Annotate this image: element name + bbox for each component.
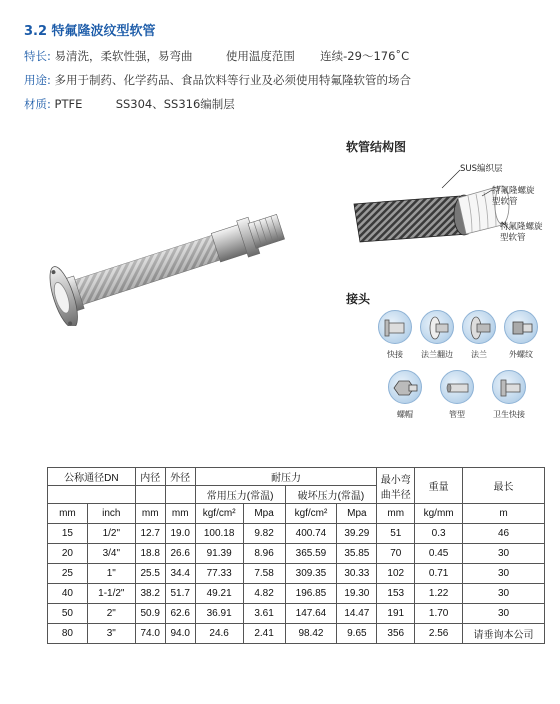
table-cell: 0.3	[415, 524, 463, 544]
table-cell: 400.74	[285, 524, 337, 544]
table-cell: 18.8	[135, 544, 165, 564]
table-row	[48, 564, 545, 584]
quick-connect-icon	[378, 310, 412, 344]
table-cell: 4.82	[243, 584, 285, 604]
table-cell: 62.6	[165, 604, 195, 624]
section-title: 3.2 特氟隆波纹型软管	[24, 24, 156, 39]
material-a: PTFE	[54, 97, 83, 111]
table-cell: 8.96	[243, 544, 285, 564]
table-cell: 50.9	[135, 604, 165, 624]
connector-label-flange: 法兰	[471, 350, 487, 359]
spec-use	[24, 72, 411, 88]
table-cell: 191	[377, 604, 415, 624]
table-cell: 0.71	[415, 564, 463, 584]
hose-structure-diagram	[350, 156, 550, 266]
table-cell: 26.6	[165, 544, 195, 564]
table-cell: 51.7	[165, 584, 195, 604]
table-cell: 51	[377, 524, 415, 544]
table-cell: 30	[463, 584, 545, 604]
header-id: 内径	[135, 468, 165, 486]
table-cell: 46	[463, 524, 545, 544]
header-dn: 公称通径DN	[48, 468, 136, 486]
table-cell: 365.59	[285, 544, 337, 564]
header-working: 常用压力(常温)	[195, 486, 285, 504]
table-cell: 94.0	[165, 624, 195, 644]
feature-text: 易清洗，柔软性强，易弯曲	[54, 49, 193, 63]
table-cell: 15	[48, 524, 88, 544]
pipe-icon	[440, 370, 474, 404]
table-cell: 34.4	[165, 564, 195, 584]
table-cell: 19.0	[165, 524, 195, 544]
unit-cell: mm	[48, 504, 88, 524]
table-cell: 1-1/2"	[87, 584, 135, 604]
unit-cell: mm	[165, 504, 195, 524]
table-cell: 38.2	[135, 584, 165, 604]
table-cell: 35.85	[337, 544, 377, 564]
table-cell: 1/2"	[87, 524, 135, 544]
header-od: 外径	[165, 468, 195, 486]
table-cell: 30.33	[337, 564, 377, 584]
structure-label-braid: SUS编织层	[460, 164, 503, 174]
table-cell: 356	[377, 624, 415, 644]
unit-cell: m	[463, 504, 545, 524]
table-row	[48, 584, 545, 604]
material-label: 材质:	[24, 97, 51, 111]
header-length: 最长	[463, 468, 545, 504]
header-bend: 最小弯曲半径	[377, 468, 415, 504]
table-cell: 14.47	[337, 604, 377, 624]
table-cell: 12.7	[135, 524, 165, 544]
unit-cell: inch	[87, 504, 135, 524]
header-burst: 破坏压力(常温)	[285, 486, 377, 504]
table-cell: 50	[48, 604, 88, 624]
table-row	[48, 604, 545, 624]
connector-label-pipe: 管型	[449, 410, 465, 419]
table-cell: 39.29	[337, 524, 377, 544]
spec-table	[47, 467, 545, 644]
unit-cell: Mpa	[243, 504, 285, 524]
use-text: 多用于制药、化学药品、食品饮料等行业及必须使用特氟隆软管的场合	[54, 73, 412, 87]
hose-product-image	[40, 196, 310, 326]
table-row	[48, 544, 545, 564]
table-cell: 请垂询本公司	[463, 624, 545, 644]
table-cell: 40	[48, 584, 88, 604]
table-cell: 25.5	[135, 564, 165, 584]
unit-cell: kgf/cm²	[285, 504, 337, 524]
table-cell: 2"	[87, 604, 135, 624]
table-cell: 1.70	[415, 604, 463, 624]
header-pressure: 耐压力	[195, 468, 377, 486]
flange-icon	[462, 310, 496, 344]
table-cell: 30	[463, 564, 545, 584]
structure-label-inner-2: 特氟隆螺旋 型软管	[500, 222, 543, 243]
table-cell: 20	[48, 544, 88, 564]
connector-label-flange-flare: 法兰翻边	[421, 350, 453, 359]
table-row	[48, 524, 545, 544]
header-weight: 重量	[415, 468, 463, 504]
temp-value: 连续-29～176˚C	[320, 49, 410, 63]
table-body	[48, 524, 545, 644]
table-cell: 98.42	[285, 624, 337, 644]
table-cell: 19.30	[337, 584, 377, 604]
flange-flare-icon	[420, 310, 454, 344]
table-cell: 3/4"	[87, 544, 135, 564]
table-cell: 196.85	[285, 584, 337, 604]
connector-label-nut: 螺帽	[397, 410, 413, 419]
table-cell: 25	[48, 564, 88, 584]
table-cell: 49.21	[195, 584, 243, 604]
table-cell: 91.39	[195, 544, 243, 564]
connector-label-quick: 快接	[387, 350, 403, 359]
connectors-title: 接头	[346, 292, 371, 306]
table-cell: 80	[48, 624, 88, 644]
table-cell: 100.18	[195, 524, 243, 544]
table-cell: 7.58	[243, 564, 285, 584]
male-thread-icon	[504, 310, 538, 344]
table-cell: 74.0	[135, 624, 165, 644]
table-cell: 36.91	[195, 604, 243, 624]
table-cell: 70	[377, 544, 415, 564]
use-label: 用途:	[24, 73, 51, 87]
table-cell: 77.33	[195, 564, 243, 584]
spec-feature	[24, 48, 409, 64]
table-cell: 9.82	[243, 524, 285, 544]
table-cell: 2.41	[243, 624, 285, 644]
unit-cell: mm	[377, 504, 415, 524]
connector-label-male-thread: 外螺纹	[509, 350, 533, 359]
table-cell: 1.22	[415, 584, 463, 604]
table-row	[48, 624, 545, 644]
table-cell: 3"	[87, 624, 135, 644]
material-b: SS304、SS316编制层	[115, 97, 235, 111]
feature-label: 特长:	[24, 49, 51, 63]
connector-label-sanitary: 卫生快接	[493, 410, 525, 419]
table-cell: 1"	[87, 564, 135, 584]
table-cell: 2.56	[415, 624, 463, 644]
unit-cell: kgf/cm²	[195, 504, 243, 524]
unit-cell: Mpa	[337, 504, 377, 524]
temp-label: 使用温度范围	[225, 49, 295, 63]
table-cell: 30	[463, 544, 545, 564]
nut-icon	[388, 370, 422, 404]
table-cell: 9.65	[337, 624, 377, 644]
table-cell: 0.45	[415, 544, 463, 564]
table-cell: 30	[463, 604, 545, 624]
structure-title: 软管结构图	[346, 140, 407, 154]
table-units-row	[48, 504, 545, 524]
table-cell: 102	[377, 564, 415, 584]
table-header-row	[48, 468, 545, 486]
unit-cell: mm	[135, 504, 165, 524]
unit-cell: kg/mm	[415, 504, 463, 524]
sanitary-clamp-icon	[492, 370, 526, 404]
table-cell: 309.35	[285, 564, 337, 584]
spec-material	[24, 96, 235, 112]
table-cell: 153	[377, 584, 415, 604]
structure-label-inner-1: 特氟隆螺旋 型软管	[492, 186, 535, 207]
table-cell: 3.61	[243, 604, 285, 624]
table-cell: 147.64	[285, 604, 337, 624]
table-cell: 24.6	[195, 624, 243, 644]
